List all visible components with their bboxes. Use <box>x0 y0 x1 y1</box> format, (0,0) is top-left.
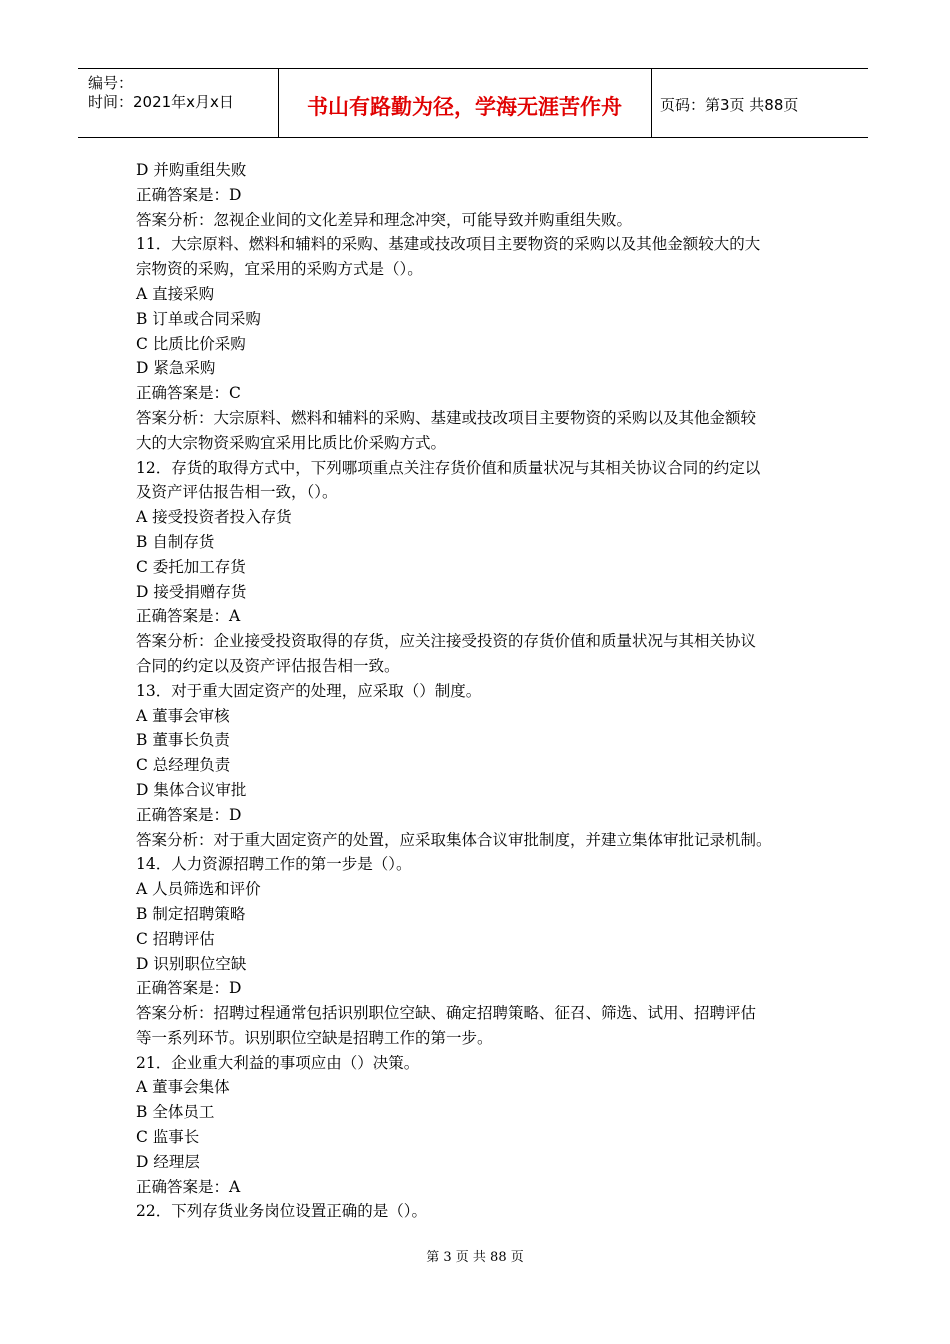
text-line: 合同的约定以及资产评估报告相一致。 <box>136 656 400 675</box>
text-line: 正确答案是：C <box>136 384 241 403</box>
text-line: A 直接采购 <box>136 284 215 303</box>
text-line: 正确答案是：A <box>136 607 241 626</box>
serial-label: 编号： <box>88 74 134 92</box>
text-line: 宗物资的采购，宜采用的采购方式是（）。 <box>136 260 423 279</box>
text-line: A 接受投资者投入存货 <box>136 508 292 527</box>
text-line: 13．对于重大固定资产的处理，应采取（）制度。 <box>136 681 482 700</box>
text-line: D 接受捐赠存货 <box>136 582 247 601</box>
text-line: D 集体合议审批 <box>136 780 247 799</box>
text-line: C 招聘评估 <box>136 929 215 948</box>
text-line: 14．人力资源招聘工作的第一步是（）。 <box>136 855 412 874</box>
text-line: B 全体员工 <box>136 1103 215 1122</box>
text-line: 答案分析：大宗原料、燃料和辅料的采购、基建或技改项目主要物资的采购以及其他金额较 <box>136 408 757 427</box>
text-line: B 制定招聘策略 <box>136 904 246 923</box>
header-page-cell <box>652 69 868 137</box>
text-line: B 订单或合同采购 <box>136 309 261 328</box>
text-line: 正确答案是：D <box>136 185 242 204</box>
page-footer: 第 3 页 共 88 页 <box>426 1250 524 1265</box>
text-line: C 比质比价采购 <box>136 334 246 353</box>
text-line: D 并购重组失败 <box>136 161 247 179</box>
page-header <box>78 68 868 138</box>
text-line: D 紧急采购 <box>136 359 216 378</box>
text-line: 22．下列存货业务岗位设置正确的是（）。 <box>136 1202 427 1221</box>
text-line: 答案分析：忽视企业间的文化差异和理念冲突，可能导致并购重组失败。 <box>136 210 633 229</box>
text-line: 及资产评估报告相一致，（）。 <box>136 483 338 502</box>
text-line: 答案分析：对于重大固定资产的处置，应采取集体合议审批制度，并建立集体审批记录机制。 <box>136 830 772 849</box>
text-line: A 董事会集体 <box>136 1078 230 1097</box>
text-line: 12．存货的取得方式中，下列哪项重点关注存货价值和质量状况与其相关协议合同的约定以 <box>136 458 761 477</box>
text-line: 正确答案是：D <box>136 805 242 824</box>
text-line: 正确答案是：A <box>136 1177 241 1196</box>
document-body <box>136 158 826 1224</box>
text-line: 等一系列环节。识别职位空缺是招聘工作的第一步。 <box>136 1028 493 1047</box>
text-line: B 董事长负责 <box>136 731 230 750</box>
text-line: 21．企业重大利益的事项应由（）决策。 <box>136 1053 420 1072</box>
motto-text: 书山有路勤为径，学海无涯苦作舟 <box>307 95 622 119</box>
text-line: D 识别职位空缺 <box>136 954 247 973</box>
text-line: C 总经理负责 <box>136 756 231 775</box>
page-number-label: 页码：第3页 共88页 <box>660 96 799 114</box>
text-line: 答案分析：招聘过程通常包括识别职位空缺、确定招聘策略、征召、筛选、试用、招聘评估 <box>136 1004 757 1023</box>
text-line: C 监事长 <box>136 1128 200 1147</box>
text-line: 大的大宗物资采购宜采用比质比价采购方式。 <box>136 433 447 452</box>
text-line: C 委托加工存货 <box>136 557 246 576</box>
date-label: 时间：2021年x月x日 <box>88 93 234 111</box>
text-line: A 董事会审核 <box>136 706 230 725</box>
text-line: 答案分析：企业接受投资取得的存货，应关注接受投资的存货价值和质量状况与其相关协议 <box>136 632 757 651</box>
text-line: B 自制存货 <box>136 532 215 551</box>
text-line: 11．大宗原料、燃料和辅料的采购、基建或技改项目主要物资的采购以及其他金额较大的大 <box>136 235 761 254</box>
header-info-cell <box>78 69 279 137</box>
text-line: 正确答案是：D <box>136 979 242 998</box>
header-motto-cell <box>278 69 652 137</box>
text-line: A 人员筛选和评价 <box>136 880 261 899</box>
text-line: D 经理层 <box>136 1152 200 1171</box>
